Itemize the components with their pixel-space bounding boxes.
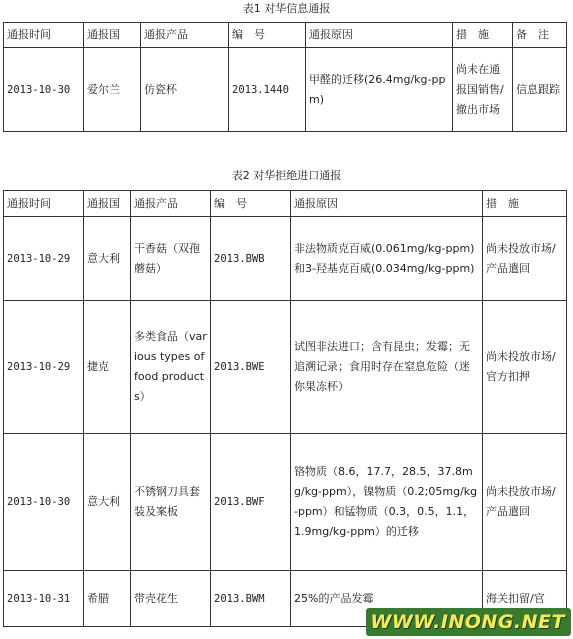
table2-header-cell: 措 施 — [483, 191, 567, 217]
table-cell: 2013.BWF — [211, 434, 291, 571]
table2-header-cell: 通报产品 — [131, 191, 211, 217]
table-row — [4, 217, 567, 301]
table2-header-cell: 通报原因 — [291, 191, 483, 217]
table1-header-cell: 通报产品 — [141, 23, 229, 48]
table-cell: 2013.1440 — [229, 48, 306, 132]
table-cell: 2013.BWM — [211, 571, 291, 627]
watermark-logo — [366, 608, 571, 636]
table-cell: 爱尔兰 — [84, 48, 141, 132]
table2-header-cell: 编 号 — [211, 191, 291, 217]
table-cell: 甲醛的迁移(26.4mg/kg-ppm) — [306, 48, 453, 132]
table1-header-cell: 通报时间 — [4, 23, 84, 48]
table1-header-cell: 通报原因 — [306, 23, 453, 48]
table-cell: 尚未在通报国销售/撤出市场 — [453, 48, 513, 132]
table-cell: 带壳花生 — [131, 571, 211, 627]
table-cell: 2013-10-31 — [4, 571, 84, 627]
table1 — [3, 22, 567, 132]
table2-caption: 表2 对华拒绝进口通报 — [231, 169, 342, 182]
table-cell: 不锈钢刀具套装及案板 — [131, 434, 211, 571]
table-cell: 非法物质克百威(0.061mg/kg-ppm)和3-羟基克百威(0.034mg/kg-ppm) — [291, 217, 483, 301]
table-row — [4, 301, 567, 434]
table1-header-row — [4, 23, 567, 48]
table-cell: 2013.BWE — [211, 301, 291, 434]
table-cell: 2013-10-29 — [4, 217, 84, 301]
table-cell: 铬物质（8.6，17.7，28.5，37.8mg/kg-ppm），镍物质（0.2;05mg/kg-ppm）和锰物质（0.3，0.5，1.1，1.9mg/kg-ppm）的迁移 — [291, 434, 483, 571]
table-cell: 尚未投放市场/产品遣回 — [483, 217, 567, 301]
table2-header-row — [4, 191, 567, 217]
table-row — [4, 48, 567, 132]
table-cell: 干香菇（双孢蘑菇） — [131, 217, 211, 301]
table-cell: 意大利 — [84, 434, 131, 571]
table-cell: 捷克 — [84, 301, 131, 434]
table1-header-cell: 通报国 — [84, 23, 141, 48]
table-cell: 25%的产品发霉 — [291, 571, 483, 627]
table2-header-cell: 通报时间 — [4, 191, 84, 217]
table-cell: 尚未投放市场/产品遣回 — [483, 434, 567, 571]
table-row — [4, 434, 567, 571]
table-cell: 多类食品（various types of food products） — [131, 301, 211, 434]
table-cell: 海关扣留/官 — [483, 571, 567, 627]
table1-caption: 表1 对华信息通报 — [242, 2, 331, 15]
table-cell: 意大利 — [84, 217, 131, 301]
table-cell: 2013-10-30 — [4, 434, 84, 571]
table2-header-cell: 通报国 — [84, 191, 131, 217]
table-cell: 仿瓷杯 — [141, 48, 229, 132]
table1-header-cell: 编 号 — [229, 23, 306, 48]
table-cell: 尚未投放市场/官方扣押 — [483, 301, 567, 434]
table-cell: 2013-10-29 — [4, 301, 84, 434]
table-cell: 希腊 — [84, 571, 131, 627]
table-cell: 信息跟踪 — [513, 48, 567, 132]
table2 — [3, 190, 567, 627]
watermark-text: WWW.INONG.NET — [370, 611, 565, 633]
table1-header-cell: 备 注 — [513, 23, 567, 48]
table1-header-cell: 措 施 — [453, 23, 513, 48]
table-cell: 2013-10-30 — [4, 48, 84, 132]
table-cell: 2013.BWB — [211, 217, 291, 301]
table-cell: 试图非法进口；含有昆虫；发霉；无追溯记录；食用时存在窒息危险（迷你果冻杯） — [291, 301, 483, 434]
